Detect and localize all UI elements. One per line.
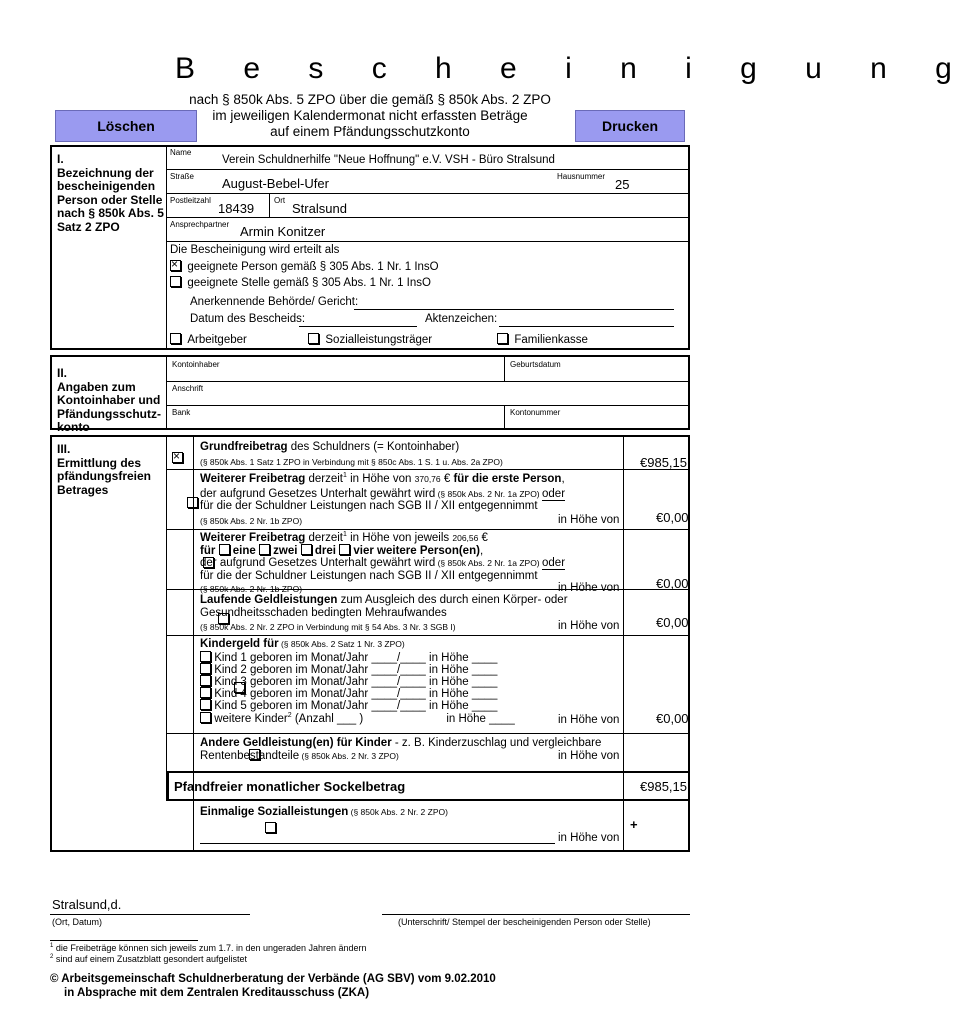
child-1-row[interactable]: Kind 1 geboren im Monat/Jahr ____/____ in Höhe ____ — [200, 651, 497, 664]
issuer-contact[interactable]: Armin Konitzer — [240, 224, 326, 239]
child-benefit-amount[interactable]: €0,00 — [656, 711, 689, 726]
section-issuer-label: I. Bezeichnung der bescheinigenden Person oder Stelle nach § 850k Abs. 5 Satz 2 ZPO — [57, 152, 164, 234]
base-amount-total[interactable]: €985,15 — [640, 779, 687, 794]
health-benefits-amount[interactable]: €0,00 — [656, 615, 689, 630]
option-social-agency[interactable]: Sozialleistungsträger — [308, 333, 432, 346]
first-person-amount[interactable]: €0,00 — [656, 510, 689, 525]
decision-date-field[interactable]: Datum des Bescheids: — [190, 313, 306, 325]
child-5-row[interactable]: Kind 5 geboren im Monat/Jahr ____/____ in Höhe ____ — [200, 699, 497, 712]
additional-persons-amount[interactable]: €0,00 — [656, 576, 689, 591]
checkbox-one-time-benefits[interactable] — [265, 822, 276, 833]
more-children-row[interactable]: weitere Kinder$^2$ (Anzahl ___ ) in Höhe ____ — [200, 712, 515, 725]
page-title: B e s c h e i n i g u n g — [175, 52, 972, 85]
delete-button[interactable]: Löschen — [55, 110, 197, 142]
child-4-row[interactable]: Kind 4 geboren im Monat/Jahr ____/____ in Höhe ____ — [200, 687, 497, 700]
checkbox-person[interactable] — [170, 260, 181, 271]
issuer-street[interactable]: August-Bebel-Ufer — [222, 176, 329, 191]
section-issuer: I. Bezeichnung der bescheinigenden Person oder Stelle nach § 850k Abs. 5 Satz 2 ZPO Name Verein Schuldnerhilfe "Neue Hoffnung" e.V. VSH - Büro Stralsund Straße August-Bebel-Ufer Hausnummer 25 Postleitzahl 18439 Ort Stralsund Ansprechpartner Armin Konitzer Die Bescheinigung wird erteilt als × geeignete Person gemäß § 305 Abs. 1 Nr. 1 InsO geeignete Stelle gemäß § 305 Abs. 1 Nr. 1 InsO Anerkennende Behörde/ Gericht: Datum des Bescheids: Aktenzeichen: Arbeitgeber Sozialleistungsträger Familienkasse — [50, 145, 690, 350]
birth-date-field[interactable]: Geburtsdatum — [510, 360, 561, 369]
print-button[interactable]: Drucken — [575, 110, 685, 142]
issuer-postcode[interactable]: 18439 — [218, 201, 255, 216]
section-account — [50, 355, 690, 434]
option-agency[interactable]: geeignete Stelle gemäß § 305 Abs. 1 Nr. 1 InsO — [170, 276, 431, 289]
checkbox-two[interactable] — [259, 544, 270, 555]
authority-field[interactable]: Anerkennende Behörde/ Gericht: — [190, 296, 359, 308]
issuer-city[interactable]: Stralsund — [292, 201, 347, 216]
section-calculation: III. Ermittlung des pfändungsfreien Betrages × Grundfreibetrag des Schuldners (= Kontoinhaber) (§ 850k Abs. 1 Satz 1 ZPO in Verbindung mit § 850c Abs. 1 S. 1 u. Abs. 2a ZPO) €985,15 Weiterer Freibetrag derzeit$^1$ in Höhe von 370,76 € für die erste Person, der aufgrund Gesetzes Unterhalt gewährt wird (§ 850k Abs. 2 Nr. 1a ZPO) oder für die der Schuldner Leistungen nach SGB II / XII entgegennimmt (§ 850k Abs. 2 Nr. 1b ZPO) in Höhe von €0,00 Weiterer Freibetrag derzeit$^1$ in Höhe von jeweils 206,56 € für eine zwei drei vier weitere Person(en), der aufgrund Gesetzes Unterhalt gewährt wird (§ 850k Abs. 2 Nr. 1a ZPO) oder für die der Schuldner Leistungen nach SGB II / XII entgegennimmt (§ 850k Abs. 2 Nr. 1b ZPO) in Höhe von €0,00 Laufende Geldleistungen zum Ausgleich des durch einen Körper- oder Gesundheitsschaden bedingten Mehraufwandes (§ 850k Abs. 2 Nr. 2 ZPO in Verbindung mit § 54 Abs. 3 Nr. 3 SGB I) in Höhe von €0,00 Kindergeld für (§ 850k Abs. 2 Satz 1 Nr. 3 ZPO) Kind 1 geboren im Monat/Jahr ____/____ in Höhe ____ Kind 2 geboren im Monat/Jahr ____/____ in Höhe ____ Kind 3 geboren im Monat/Jahr ____/____ in Höhe ____ Kind 4 geboren im Monat/Jahr ____/____ in Höhe ____ Kind 5 geboren im Monat/Jahr ____/____ in Höhe ____ weitere Kinder$^2$ (Anzahl ___ ) in Höhe ____ in Höhe von €0,00 Andere Geldleistung(en) für Kinder - z. B. Kinderzuschlag und vergleichbare Rentenbestandteile (§ 850k Abs. 2 Nr. 3 ZPO) in Höhe von Pfandfreier monatlicher Sockelbetrag €985,15 Einmalige Sozialleistungen (§ 850k Abs. 2 Nr. 2 ZPO) in Höhe von + — [50, 435, 690, 852]
issuer-house-number[interactable]: 25 — [615, 177, 630, 192]
file-number-field[interactable]: Aktenzeichen: — [425, 313, 498, 325]
subtitle-line-1: nach § 850k Abs. 5 ZPO über die gemäß § 850k Abs. 2 ZPO — [189, 92, 551, 107]
option-employer[interactable]: Arbeitgeber — [170, 333, 247, 346]
checkbox-agency[interactable] — [170, 276, 181, 287]
subtitle-line-2: im jeweiligen Kalendermonat nicht erfassten Beträge — [212, 108, 528, 123]
checkbox-basic-allowance[interactable] — [172, 452, 183, 463]
place-date-field[interactable]: Stralsund,d. — [52, 897, 122, 912]
option-person[interactable]: × geeignete Person gemäß § 305 Abs. 1 Nr. 1 InsO — [170, 260, 439, 273]
checkbox-first-person[interactable] — [187, 497, 198, 508]
child-2-row[interactable]: Kind 2 geboren im Monat/Jahr ____/____ in Höhe ____ — [200, 663, 497, 676]
option-family-fund[interactable]: Familienkasse — [497, 333, 588, 346]
account-number-field[interactable]: Kontonummer — [510, 408, 561, 417]
signature-field[interactable]: (Unterschrift/ Stempel der bescheinigenden Person oder Stelle) — [398, 917, 651, 927]
basic-allowance-amount[interactable]: €985,15 — [640, 455, 687, 470]
child-3-row[interactable]: Kind 3 geboren im Monat/Jahr ____/____ in Höhe ____ — [200, 675, 497, 688]
address-field[interactable]: Anschrift — [172, 384, 204, 393]
checkbox-four[interactable] — [339, 544, 350, 555]
base-amount-label: Pfandfreier monatlicher Sockelbetrag — [174, 779, 406, 794]
checkbox-three[interactable] — [301, 544, 312, 555]
issuer-name[interactable]: Verein Schuldnerhilfe "Neue Hoffnung" e.V. VSH - Büro Stralsund — [222, 154, 555, 166]
section-account-label: II. Angaben zum Kontoinhaber und Pfändungsschutz- konto — [57, 366, 161, 434]
account-holder-field[interactable]: Kontoinhaber — [172, 360, 220, 369]
subtitle-line-3: auf einem Pfändungsschutzkonto — [270, 124, 470, 139]
section-calculation-label: III. Ermittlung des pfändungsfreien Betrages — [57, 442, 152, 497]
checkbox-one[interactable] — [219, 544, 230, 555]
bank-field[interactable]: Bank — [172, 408, 191, 417]
